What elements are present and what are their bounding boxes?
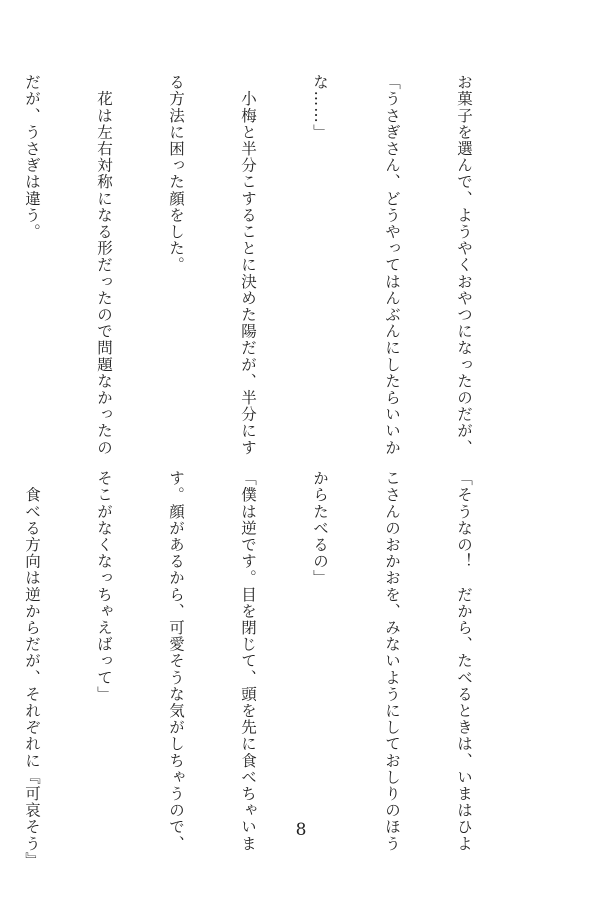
text-line: 「うさぎさん、どうやってはんぶんにしたらいいか bbox=[383, 74, 401, 456]
text-line: る方法に困った顔をした。 bbox=[167, 74, 185, 274]
text-line: 「僕は逆です。目を閉じて、頭を先に食べちゃいま bbox=[239, 470, 257, 852]
text-line: そこがなくなっちゃえばって」 bbox=[95, 470, 113, 703]
text-line: な……」 bbox=[311, 74, 329, 141]
page-number: 8 bbox=[295, 820, 307, 840]
text-line: 「そうなの！ だから、たべるときは、いまはひよ bbox=[455, 470, 473, 852]
bottom-text-block bbox=[0, 470, 524, 869]
text-line: 花は左右対称になる形だったので問題なかったの bbox=[95, 74, 113, 456]
text-line: 小梅と半分こすることに決めた陽だが、半分にす bbox=[239, 74, 257, 456]
text-line: 食べる方向は逆からだが、それぞれに『可哀そう』 bbox=[23, 470, 41, 869]
text-line: だが、うさぎは違う。 bbox=[23, 74, 41, 240]
top-text-block bbox=[0, 74, 524, 456]
text-line: からたべるの」 bbox=[311, 470, 329, 587]
text-line: こさんのおかおを、みないようにしておしりのほう bbox=[383, 470, 401, 852]
text-line: お菓子を選んで、ようやくおやつになったのだが、 bbox=[455, 74, 473, 456]
text-line: す。顔があるから、可愛そうな気がしちゃうので、 bbox=[167, 470, 185, 852]
